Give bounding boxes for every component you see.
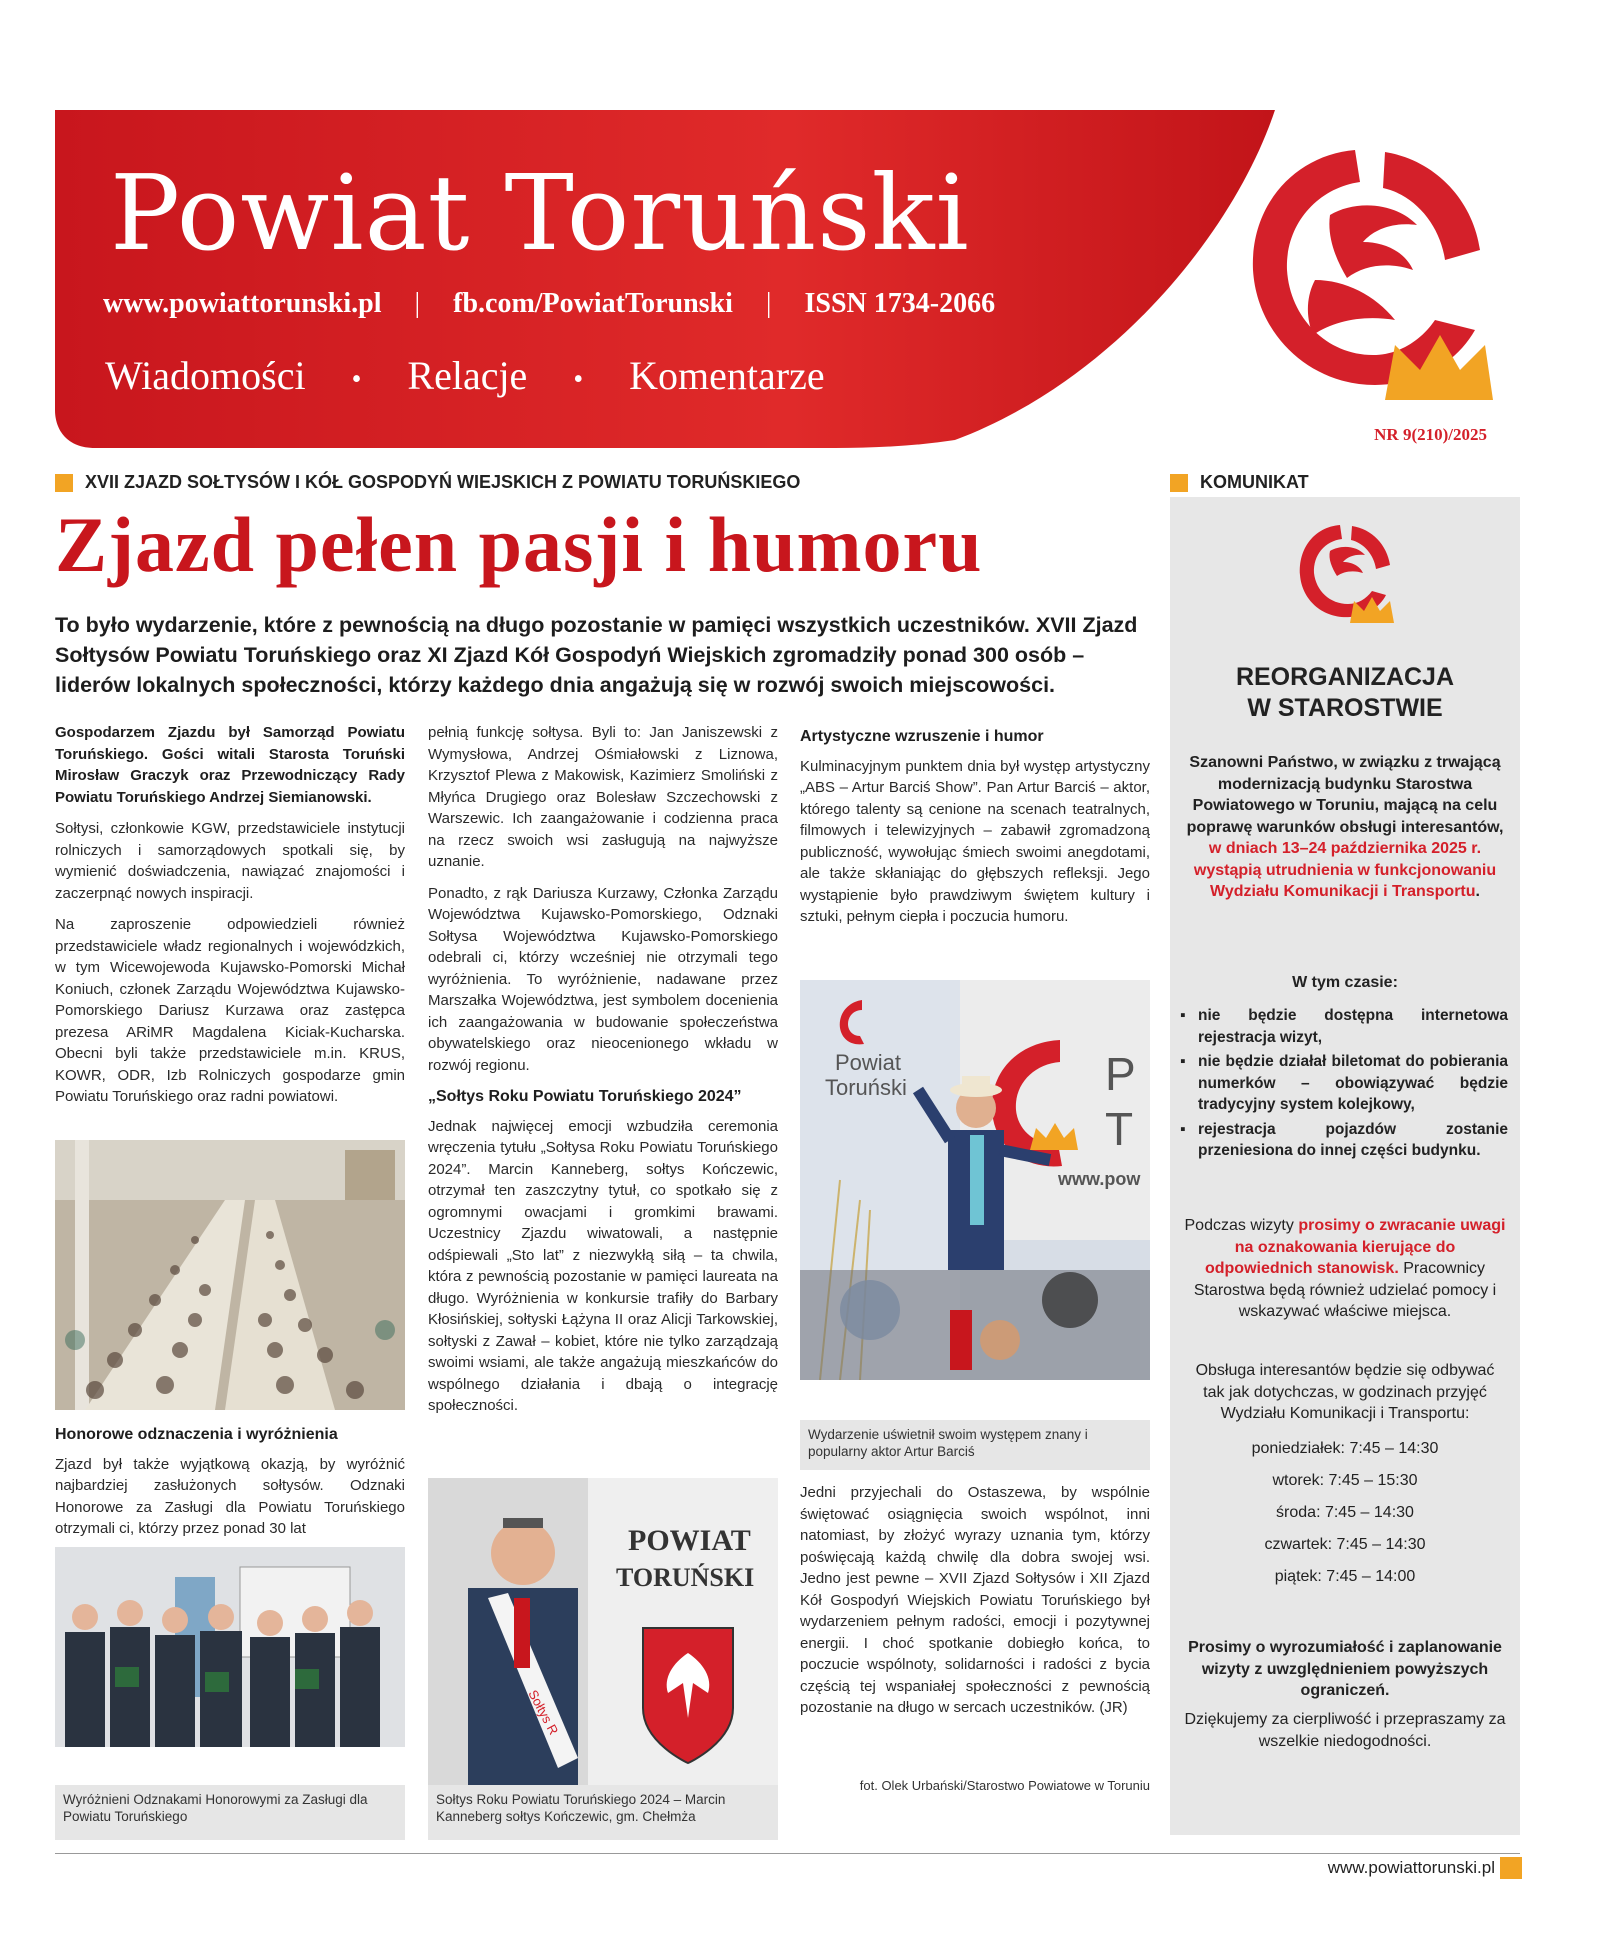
issue-number: NR 9(210)/2025 (1374, 425, 1487, 444)
photo-medal-recipients (55, 1547, 405, 1747)
wall-text-torunski: TORUŃSKI (616, 1563, 755, 1592)
section-relacje: Relacje (407, 353, 528, 398)
masthead-sections (105, 352, 825, 399)
article-column-3-continued (800, 1482, 1150, 1729)
photo-artur-barcis (800, 980, 1150, 1380)
photo-caption: Wyróżnieni Odznakami Honorowymi za Zasługi dla Powiatu Toruńskiego (55, 1785, 405, 1840)
photo-soltys-roku (428, 1478, 778, 1785)
list-item: ▪ nie będzie działał biletomat do pobierania numerków – obowiązywać będzie tradycyjny system kolejkowy, (1178, 1051, 1508, 1116)
sidebar-intro (1184, 752, 1506, 903)
paragraph: Kulminacyjnym punktem dnia był występ artystyczny „ABS – Artur Barciś Show”. Pan Artur Barciś – aktor, którego talenty są cenione na scenach teatralnych, filmowych i telewizyjnych – zabawił zgromadzoną publiczność, wywołując śmiech swoimi anegdotami, ale także skłaniając do głębszych refleksji. Jego wystąpienie było prawdziwym świętem kultury i sztuki, pełnym ciepła i poczucia humoru. (800, 757, 1150, 925)
issn-label: ISSN 1734-2066 (804, 288, 996, 319)
sidebar-closing: Prosimy o wyrozumiałość i zaplanowanie wizyty z uwzględnieniem powyższych ograniczeń. (1188, 1639, 1502, 1699)
sidebar-kicker (1170, 472, 1309, 493)
hours-row: poniedziałek: 7:45 – 14:30 (1251, 1440, 1439, 1457)
banner-text: Toruński (825, 1075, 907, 1100)
paragraph: Na zaproszenie odpowiedzieli również przedstawiciele władz regionalnych i wojewódzkich, w tym Wicewojewoda Kujawsko-Pomorski Michał Koniuch, członek Zarządu Województwa Kujawsko-Pomorskiego Dariusz Kurzawa oraz zastępca prezesa ARiMR Magdalena Kiciak-Kucharska. Obecni byli także przedstawiciele m.in. KRUS, KOWR, ODR, Izb Rolniczych gospodarze gmin Powiatu Toruńskiego oraz radni powiatowi. (55, 916, 405, 1105)
paragraph: Ponadto, z rąk Dariusza Kurzawy, Członka Zarządu Województwa Kujawsko-Pomorskiego, Odznaki Sołtysa Województwa Kujawsko-Pomorskiego odebrali ci, którzy wcześniej nie otrzymali tego wyróżnienia. To wyróżnienie, nadawane przez Marszałka Województwa, jest symbolem docenienia ich zaangażowania w budowanie społeczeństwa obywatelskiego oraz nieocenionego wkładu w rozwój regionu. (428, 884, 778, 1074)
footer-square-icon (1500, 1857, 1522, 1879)
photo-caption: Wydarzenie uświetnił swoim występem znany i popularny aktor Artur Barciś (800, 1420, 1150, 1470)
sidebar-list (1178, 1005, 1508, 1165)
powiat-eagle-logo-icon (1292, 517, 1398, 627)
hours-row: wtorek: 7:45 – 15:30 (1272, 1472, 1418, 1489)
paragraph: Jednak najwięcej emocji wzbudziła ceremonia wręczenia tytułu „Sołtysa Roku Powiatu Toruńskiego 2024”. Marcin Kanneberg, sołtys Kończewic, otrzymał ten zaszczytny tytuł, co spotkało się z ogromnymi owacjami i gromkimi brawami. Uczestnicy Zjazdu wiwatowali, a następnie odśpiewali „Sto lat” z niezwykłą siłą – ta chwila, która z pewnością pozostanie w pamięci laureata na długo. Wyróżnienia w konkursie trafiły do Barbary Kłosińskiej, sołtyski Łążyna II oraz Alicji Tarkowskiej, sołtyski z Zawał – kobiet, które nie tylko zarządzają swoimi wsiami, ale także angażują mieszkańców do wspólnego działania i dbają o integrację społeczności. (428, 1117, 778, 1414)
sidebar-visit-text: Podczas wizyty (1184, 1217, 1299, 1234)
sidebar-title (1170, 662, 1520, 724)
banner-text: Powiat (835, 1050, 902, 1075)
photo-hall-audience (55, 1140, 405, 1410)
subheading: Honorowe odznaczenia i wyróżnienia (55, 1426, 338, 1443)
photo-caption: Sołtys Roku Powiatu Toruńskiego 2024 – Marcin Kanneberg sołtys Kończewic, gm. Chełmża (428, 1785, 778, 1840)
banner-text: www.pow (1058, 1169, 1141, 1189)
photo-credit: fot. Olek Urbański/Starostwo Powiatowe w Toruniu (859, 1778, 1150, 1793)
hours-row: piątek: 7:45 – 14:00 (1274, 1568, 1416, 1585)
section-dot: • (351, 363, 362, 395)
banner-text: T (1105, 1103, 1134, 1155)
masthead-title: Powiat Toruński (110, 152, 970, 274)
article-column-3 (800, 722, 1150, 938)
sidebar-visit-highlight: prosimy o zwracanie uwagi na oznakowania kierujące do odpowiednich stanowisk. (1204, 1217, 1506, 1277)
footer-website-link[interactable]: www.powiattorunski.pl (1327, 1858, 1495, 1877)
banner-text: P (1105, 1048, 1136, 1100)
section-wiadomosci: Wiadomości (105, 353, 306, 398)
hours-row: środa: 7:45 – 14:30 (1276, 1504, 1414, 1521)
sidebar-intro-highlight: w dniach 13–24 października 2025 r. wystąpią utrudnienia w funkcjonowaniu Wydziału Komunikacji i Transportu (1193, 840, 1497, 900)
kicker-square-icon (1170, 474, 1188, 492)
sidebar-visit-note (1184, 1215, 1506, 1323)
footer-divider (55, 1853, 1520, 1854)
list-item: ▪ nie będzie dostępna internetowa rejestracja wizyt, (1178, 1005, 1508, 1048)
wall-text-powiat: POWIAT (628, 1524, 751, 1557)
sidebar-service-hours-intro: Obsługa interesantów będzie się odbywać tak jak dotychczas, w godzinach przyjęć Wydziału Komunikacji i Transportu: (1195, 1362, 1495, 1422)
sash-text: Sołtys R (525, 1687, 562, 1738)
paragraph: Gospodarzem Zjazdu był Samorząd Powiatu Toruńskiego. Gości witali Starosta Toruński Mirosław Graczyk oraz Przewodniczący Rady Powiatu Toruńskiego Andrzej Siemianowski. (55, 724, 405, 806)
sidebar-title-line: W STAROSTWIE (1247, 694, 1443, 722)
powiat-eagle-logo-icon (1235, 130, 1495, 410)
masthead (55, 110, 1535, 450)
section-dot: • (573, 363, 584, 395)
sidebar-title-line: REORGANIZACJA (1235, 663, 1455, 691)
sidebar-komunikat (1170, 497, 1520, 1835)
sidebar-intro-text: Szanowni Państwo, w związku z trwającą modernizacją budynku Starostwa Powiatowego w Toruniu, mającą na celu poprawę warunków obsługi interesantów, (1186, 754, 1504, 836)
article-column-1-continued (55, 1420, 405, 1550)
hours-row: czwartek: 7:45 – 14:30 (1264, 1536, 1426, 1553)
paragraph: Jedni przyjechali do Ostaszewa, by wspólnie świętować osiągnięcia swoich wspólnot, inni natomiast, by złożyć wyrazy uznania tym, którzy poświęcają każdą chwilę dla dobra swojej wsi. Jedno jest pewne – XVII Zjazd Sołtysów i XII Zjazd Kół Gospodyń Wiejskich Powiatu Toruńskiego był wydarzeniem pełnym radości, emocji i pozytywnej energii. I choć spotkanie dobiegło końca, to poczucie wspólnoty, solidarności i radości z bycia częścią tej wspaniałej społeczności z pewnością pozostanie na długo w sercach uczestników. (JR) (800, 1484, 1150, 1716)
separator: | (414, 288, 421, 319)
section-komentarze: Komentarze (629, 353, 825, 398)
sidebar-during: W tym czasie: (1292, 974, 1398, 991)
sidebar-visit-text: Pracownicy Starostwa będą również udzielać pomocy i wskazywać właściwe miejsca. (1193, 1260, 1497, 1320)
facebook-link[interactable]: fb.com/PowiatTorunski (453, 288, 733, 319)
list-item: ▪ rejestracja pojazdów zostanie przeniesiona do innej części budynku. (1178, 1119, 1508, 1162)
article-kicker-text: XVII ZJAZD SOŁTYSÓW I KÓŁ GOSPODYŃ WIEJSKICH Z POWIATU TORUŃSKIEGO (85, 472, 801, 492)
sidebar-kicker-text: KOMUNIKAT (1200, 472, 1309, 492)
sidebar-intro-end: . (1475, 883, 1480, 900)
paragraph: Zjazd był także wyjątkową okazją, by wyróżnić najbardziej zasłużonych sołtysów. Odznaki Honorowe za Zasługi dla Powiatu Toruńskiego otrzymali ci, którzy przez ponad 30 lat (55, 1455, 405, 1537)
website-link[interactable]: www.powiattorunski.pl (103, 288, 382, 319)
masthead-links (103, 288, 995, 320)
article-lead: To było wydarzenie, które z pewnością na długo pozostanie w pamięci wszystkich uczestników. XVII Zjazd Sołtysów Powiatu Toruńskiego oraz XI Zjazd Kół Gospodyń Wiejskich zgromadziły ponad 300 osób – liderów lokalnych społeczności, którzy każdego dnia angażują się w rozwój swoich miejscowości. (55, 613, 1138, 697)
subheading: Artystyczne wzruszenie i humor (800, 728, 1044, 745)
sidebar-hours (1184, 1433, 1506, 1593)
article-column-2 (428, 722, 778, 1427)
kicker-square-icon (55, 474, 73, 492)
article-column-1 (55, 722, 405, 1118)
article-kicker (55, 472, 800, 493)
paragraph: Sołtysi, członkowie KGW, przedstawiciele instytucji rolniczych i samorządowych spotkali się, by wymienić doświadczenia, nawiązać znajomości i zaczerpnąć nowych inspiracji. (55, 820, 405, 902)
paragraph: pełnią funkcję sołtysa. Byli to: Jan Janiszewski z Wymysłowa, Andrzej Ośmiałowski z Liznowa, Krzysztof Plewa z Makowisk, Kazimierz Smoliński z Młyńca Drugiego oraz Bolesław Szczechowski z Warszewic. Ich zaangażowanie i codzienna praca na rzecz swoich wsi zasługują na najwyższe uznanie. (428, 724, 778, 870)
article-headline: Zjazd pełen pasji i humoru (55, 501, 983, 588)
subheading: „Sołtys Roku Powiatu Toruńskiego 2024” (428, 1088, 742, 1105)
separator: | (765, 288, 772, 319)
sidebar-thanks: Dziękujemy za cierpliwość i przepraszamy za wszelkie niedogodności. (1184, 1711, 1506, 1750)
